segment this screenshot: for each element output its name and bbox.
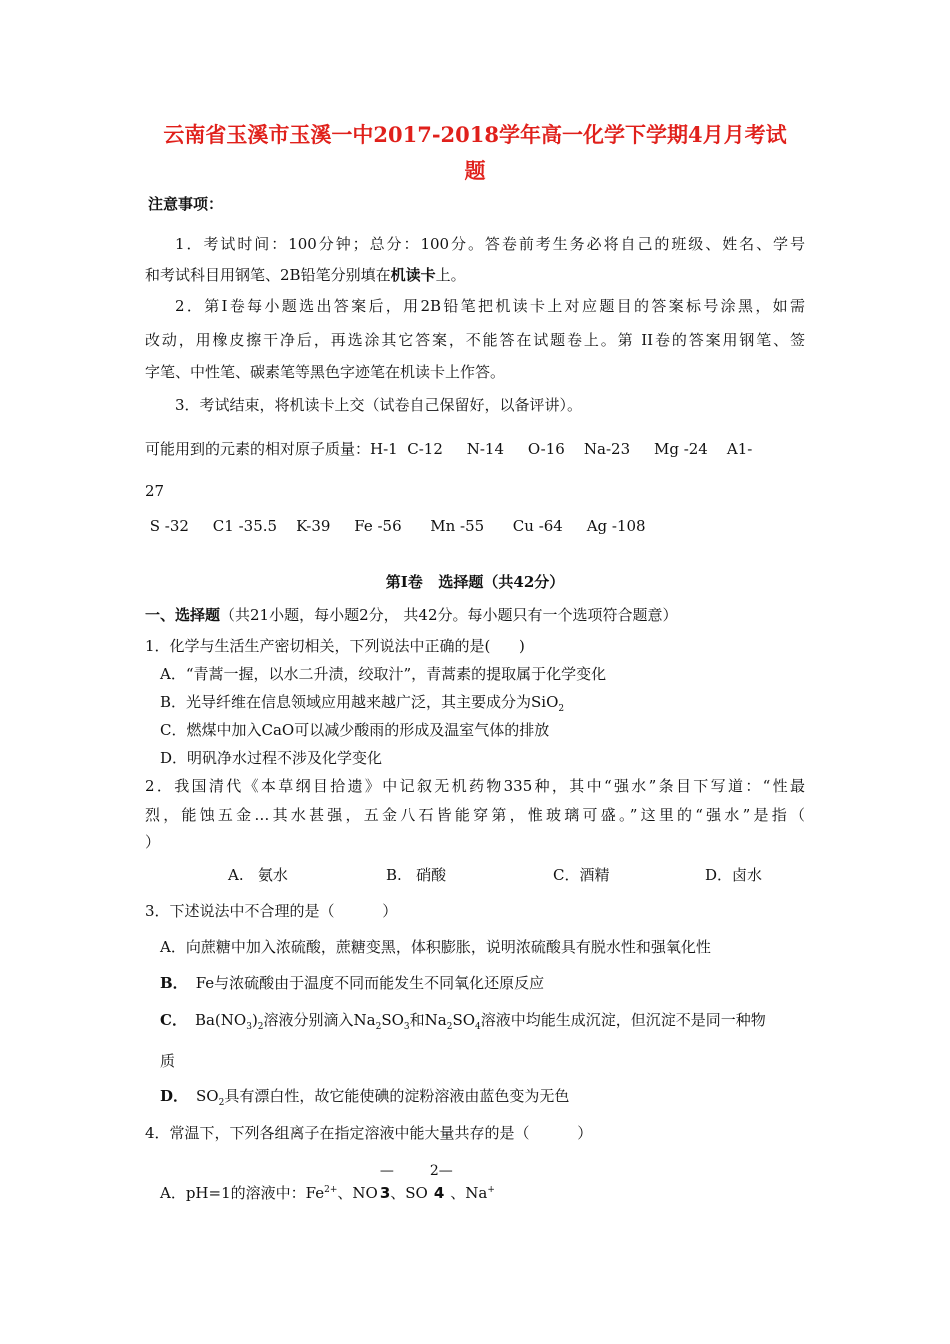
notes-heading: 注意事项： <box>148 195 224 213</box>
atomic-masses-line1: 可能用到的元素的相对原子质量：H-1 C-12 N-14 O-16 Na-23 Mg -24 A1- <box>145 440 753 458</box>
subscript: 3 <box>246 1022 252 1032</box>
charge: 2— <box>429 1163 453 1179</box>
text: 溶液分别滴入Na <box>263 1011 376 1029</box>
note-2-line3: 字笔、中性笔、碳素笔等黑色字迹笔在机读卡上作答。 <box>145 363 506 381</box>
text: SO <box>452 1011 476 1029</box>
question-3-option-a: A．向蔗糖中加入浓硫酸，蔗糖变黑，体积膨胀，说明浓硫酸具有脱水性和强氧化性 <box>160 938 711 956</box>
question-2-stem-line2: 烈，能蚀五金…其水甚强，五金八石皆能穿第，惟玻璃可盛。”这里的“强水”是指（ <box>145 806 805 824</box>
option-text <box>194 1011 766 1032</box>
option-b-text: B．光导纤维在信息领域应用越来越广泛，其主要成分为SiO <box>160 693 559 711</box>
question-1-option-d: D．明矾净水过程不涉及化学变化 <box>160 749 383 767</box>
question-1-option-a: A．“青蒿一握，以水二升渍，绞取汁”，青蒿素的提取属于化学变化 <box>160 665 607 683</box>
subscript: 2 <box>558 704 565 714</box>
question-1-stem: 1．化学与生活生产密切相关，下列说法中正确的是( ) <box>145 637 525 655</box>
note-1-bold-term: 机读卡 <box>390 266 436 284</box>
question-3-option-b <box>160 973 544 993</box>
subscript: 4 <box>475 1022 481 1032</box>
superscript: + <box>487 1185 495 1195</box>
superscript: 2+ <box>324 1185 338 1195</box>
question-2-stem-line1: 2．我国清代《本草纲目拾遗》中记叙无机药物335种，其中“强水”条目下写道：“性最 <box>145 777 805 795</box>
text: 具有漂白性，故它能使碘的淀粉溶液由蓝色变为无色 <box>224 1087 570 1105</box>
subscript: 4 <box>433 1184 445 1202</box>
sulfate-ion-charges <box>428 1163 453 1203</box>
text: SO <box>196 1087 219 1105</box>
text: 和Na <box>409 1011 447 1029</box>
option-label: C． <box>160 1011 187 1029</box>
question-4-stem: 4．常温下，下列各组离子在指定溶液中能大量共存的是（ ） <box>145 1124 593 1142</box>
note-2-line1: 2．第Ⅰ卷每小题选出答案后，用2B铅笔把机读卡上对应题目的答案标号涂黑，如需 <box>175 297 805 315</box>
note-1-text: 和考试科目用钢笔、2B铅笔分别填在 <box>145 266 391 284</box>
question-3-stem: 3．下述说法中不合理的是（ ） <box>145 902 398 920</box>
exam-title-line2: 题 <box>464 158 486 183</box>
question-1-option-c: C．燃煤中加入CaO可以减少酸雨的形成及温室气体的排放 <box>160 721 550 739</box>
subscript: 2 <box>257 1022 264 1032</box>
text: 溶液中均能生成沉淀，但沉淀不是同一种物 <box>480 1011 766 1029</box>
part-heading <box>145 605 678 625</box>
option-text <box>196 1087 570 1108</box>
text: 、SO <box>390 1184 428 1202</box>
nitrate-ion-charges <box>378 1163 394 1203</box>
exam-title-line1: 云南省玉溪市玉溪一中2017-2018学年高一化学下学期4月月考试 <box>163 122 787 147</box>
question-2-option-d: D．卤水 <box>705 866 763 884</box>
option-text: Fe与浓硫酸由于温度不同而能发生不同氧化还原反应 <box>195 974 545 992</box>
atomic-masses-line3: S -32 C1 -35.5 K-39 Fe -56 Mn -55 Cu -64 Ag -108 <box>145 517 646 535</box>
part-label: 一、选择题 <box>145 606 221 624</box>
part-description: （共21小题，每小题2分， 共42分。每小题只有一个选项符合题意） <box>220 606 678 624</box>
note-1-end: 上。 <box>435 266 466 284</box>
text: ) <box>251 1011 258 1029</box>
question-3-option-c-continued: 质 <box>160 1052 176 1070</box>
question-2-options <box>0 865 950 885</box>
note-2-line2: 改动，用橡皮擦干净后，再选涂其它答案，不能答在试题卷上。第 II卷的答案用钢笔、签 <box>145 331 805 349</box>
question-4-option-a <box>160 1163 495 1203</box>
note-1-line1: 1．考试时间：100分钟；总分：100分。答卷前考生务必将自己的班级、姓名、学号 <box>175 235 805 253</box>
question-1-option-b <box>160 692 564 719</box>
text: 、NO <box>337 1184 378 1202</box>
text: Ba(NO <box>194 1011 247 1029</box>
section-title: 第Ⅰ卷 选择题（共42分） <box>385 573 565 591</box>
text: 、Na <box>450 1184 488 1202</box>
subscript: 3 <box>403 1022 410 1032</box>
text: A．pH=1的溶液中：Fe <box>160 1184 325 1202</box>
subscript: 2 <box>218 1098 225 1108</box>
text: SO <box>381 1011 404 1029</box>
option-label: D． <box>160 1087 189 1105</box>
question-2-option-c: C．酒精 <box>553 866 610 884</box>
note-1-line2 <box>145 265 466 285</box>
question-2-stem-line3: ） <box>145 833 161 851</box>
question-3-option-d <box>160 1086 569 1113</box>
option-label: B． <box>160 974 188 992</box>
note-3: 3．考试结束，将机读卡上交（试卷自己保留好，以备评讲）。 <box>175 396 583 414</box>
question-2-option-b: B. 硝酸 <box>386 866 447 884</box>
subscript: 2 <box>375 1022 382 1032</box>
question-2-option-a: A. 氨水 <box>228 866 288 884</box>
charge: — <box>379 1163 394 1179</box>
question-3-option-c <box>160 1010 766 1037</box>
atomic-masses-line2: 27 <box>145 482 165 500</box>
subscript: 3 <box>379 1184 391 1202</box>
subscript: 2 <box>446 1022 453 1032</box>
